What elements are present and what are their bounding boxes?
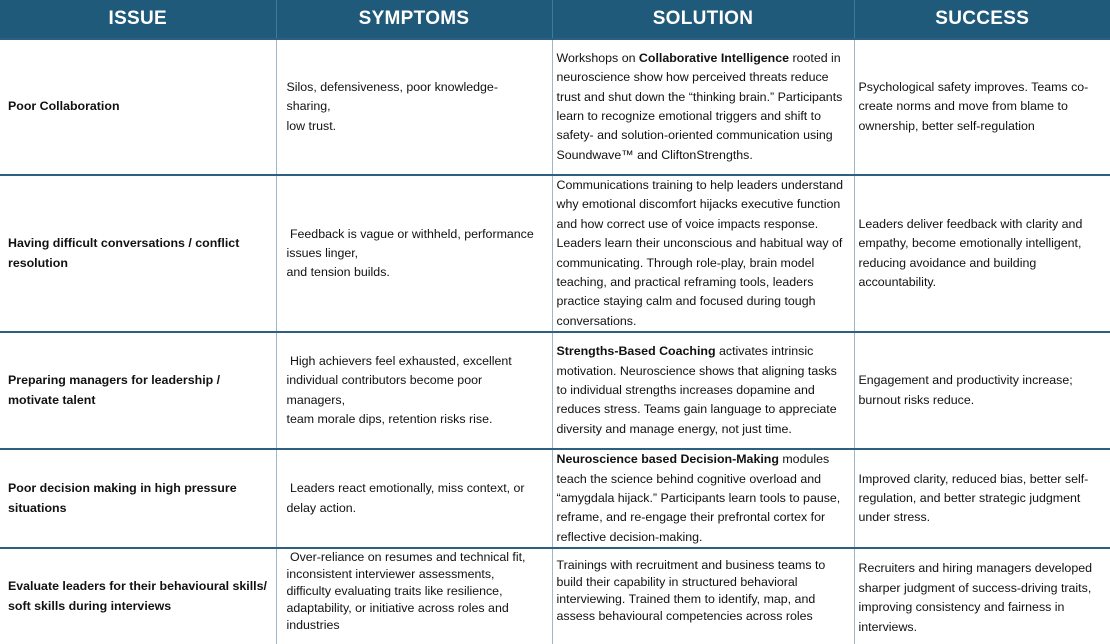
symptoms-cell	[276, 175, 552, 332]
symptom-line: adaptability, or initiative across roles and	[286, 601, 509, 616]
table-row	[0, 39, 1110, 175]
symptom-line: Feedback is vague or withheld, performance	[286, 226, 534, 241]
symptom-line: delay action.	[286, 500, 357, 515]
symptom-line: inconsistent interviewer assessments,	[286, 567, 495, 582]
header-issue: ISSUE	[0, 0, 276, 39]
issue-cell: Poor Collaboration	[0, 39, 276, 175]
symptom-line: difficulty evaluating traits like resilience,	[286, 584, 503, 599]
header-row	[0, 0, 1110, 39]
solution-text: modules teach the science behind cognitive overload and “amygdala hijack.” Participants learn tools to pause, reframe, and re-engage their prefrontal cortex for reflective decision-making.	[556, 452, 841, 544]
solution-cell	[552, 548, 854, 644]
success-cell: Engagement and productivity increase; burnout risks reduce.	[858, 373, 1073, 407]
symptoms-cell	[276, 548, 552, 644]
symptom-line: managers,	[286, 392, 346, 407]
success-cell: Improved clarity, reduced bias, better self-regulation, and better strategic judgment under stress.	[858, 471, 1089, 525]
solution-text: activates intrinsic motivation. Neuroscience shows that aligning tasks to individual strengths increases dopamine and reduces stress. Teams gain language to appreciate diversity and manage energy, not just time.	[556, 344, 837, 436]
solution-text-pre: Workshops on	[556, 50, 639, 65]
table-row	[0, 449, 1110, 548]
symptoms-cell	[276, 449, 552, 548]
header-symptoms: SYMPTOMS	[276, 0, 552, 39]
symptom-line: low trust.	[286, 118, 337, 133]
symptom-line: industries	[286, 618, 340, 633]
symptom-line: sharing,	[286, 99, 331, 114]
solution-cell	[552, 39, 854, 175]
solution-cell	[552, 449, 854, 548]
symptoms-cell	[276, 332, 552, 449]
issue-cell: Preparing managers for leadership / motivate talent	[0, 332, 276, 449]
solution-text: rooted in neuroscience show how perceived threats reduce trust and shut down the “thinking brain.” Participants learn to recognize emotional triggers and shift to safety- and solution-oriented communication using Soundwave™ and CliftonStrengths.	[556, 50, 843, 162]
issue-cell: Poor decision making in high pressure situations	[0, 449, 276, 548]
table-row	[0, 332, 1110, 449]
symptom-line: and tension builds.	[286, 265, 390, 280]
solution-highlight: Neuroscience based Decision-Making	[556, 452, 779, 467]
symptom-line: Over-reliance on resumes and technical fit,	[286, 550, 526, 565]
header-success: SUCCESS	[854, 0, 1110, 39]
solution-cell	[552, 332, 854, 449]
header-solution: SOLUTION	[552, 0, 854, 39]
success-cell: Psychological safety improves. Teams co-create norms and move from blame to ownership, better self-regulation	[858, 79, 1089, 133]
symptoms-cell	[276, 39, 552, 175]
solution-text: Communications training to help leaders understand why emotional discomfort hijacks executive function and how correct use of voice impacts response. Leaders learn their unconscious and habitual way of communicating. Through role-play, brain model teaching, and practical reframing tools, leaders practice staying calm and focused during tough conversations.	[556, 178, 844, 328]
solution-text: Trainings with recruitment and business teams to build their capability in structured behavioral interviewing. Trained them to identify, map, and assess behavioural competencies across roles	[556, 558, 826, 624]
table-row	[0, 548, 1110, 644]
symptom-line: Silos, defensiveness, poor knowledge-	[286, 79, 498, 94]
symptom-line: team morale dips, retention risks rise.	[286, 412, 493, 427]
success-cell: Leaders deliver feedback with clarity and empathy, become emotionally intelligent, reducing avoidance and building accountability.	[858, 216, 1083, 290]
solution-highlight: Collaborative Intelligence	[638, 50, 790, 65]
symptom-line: High achievers feel exhausted, excellent	[286, 353, 512, 368]
success-cell: Recruiters and hiring managers developed sharper judgment of success-driving traits, improving consistency and fairness in interviews.	[858, 561, 1092, 634]
solution-cell	[552, 175, 854, 332]
symptom-line: Leaders react emotionally, miss context, or	[286, 481, 525, 496]
solution-highlight: Strengths-Based Coaching	[556, 344, 716, 359]
issue-cell: Having difficult conversations / conflict resolution	[0, 175, 276, 332]
table-row	[0, 175, 1110, 332]
symptom-line: issues linger,	[286, 245, 359, 260]
issue-cell: Evaluate leaders for their behavioural skills/ soft skills during interviews	[0, 548, 276, 644]
symptom-line: individual contributors become poor	[286, 373, 483, 388]
